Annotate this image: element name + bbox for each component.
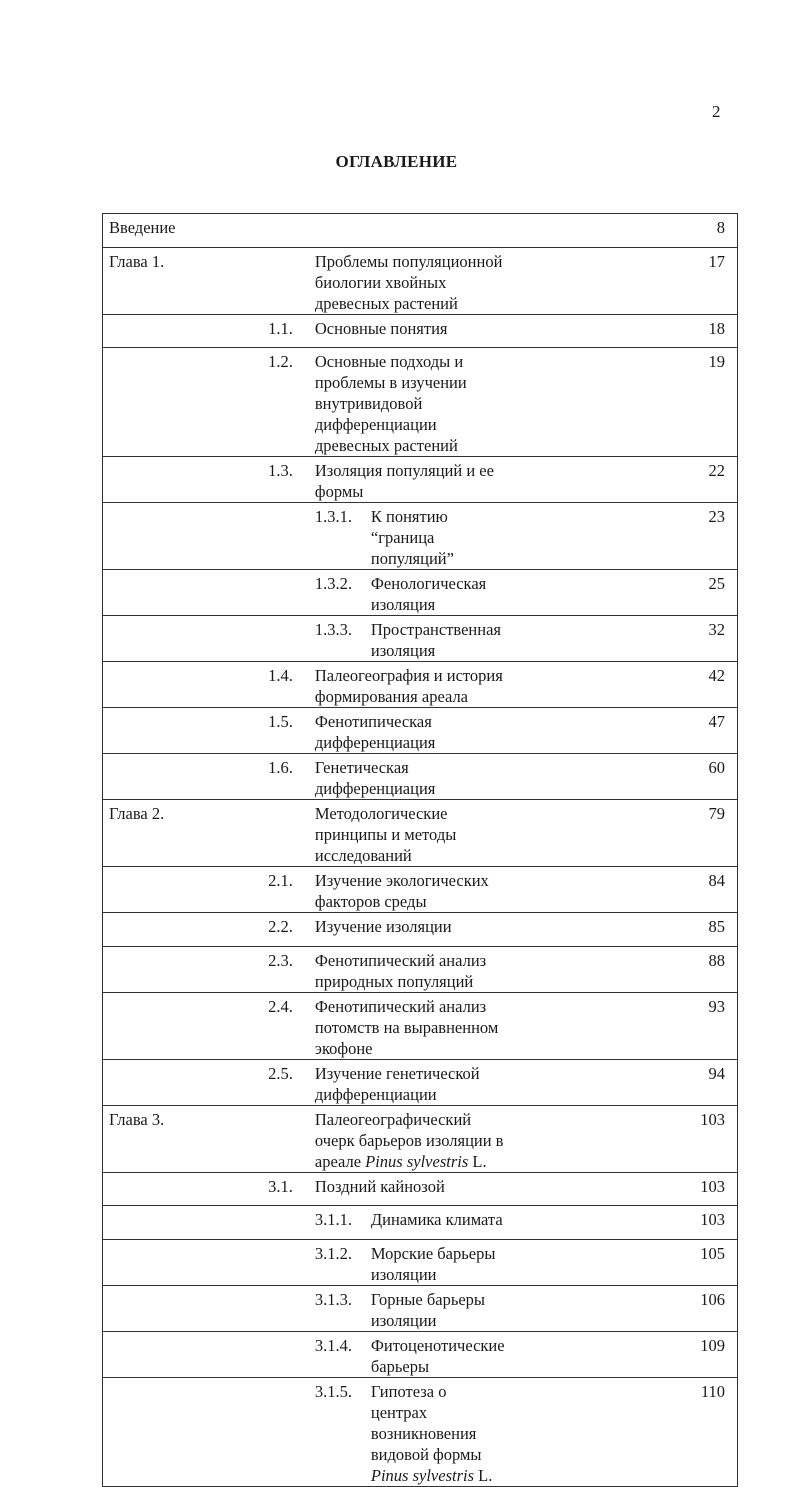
toc-subsection-number: 3.1.4. bbox=[314, 1335, 353, 1355]
toc-page: 103 bbox=[511, 1172, 737, 1206]
toc-row bbox=[103, 1331, 738, 1377]
toc-page: 25 bbox=[511, 570, 737, 616]
toc-subsection-number: 1.3.3. bbox=[314, 620, 353, 639]
toc-section-title: Палеогеография и история формирования ареала bbox=[307, 662, 511, 708]
toc-row bbox=[103, 800, 738, 867]
toc-subsection-number: 3.1.3. bbox=[314, 1289, 353, 1309]
toc-page: 106 bbox=[511, 1285, 737, 1331]
toc-section-title: Основные понятия bbox=[307, 314, 511, 348]
toc-page: 22 bbox=[511, 457, 737, 503]
species-name: Pinus sylvestris bbox=[365, 1151, 469, 1171]
toc-subsection-number: 1.3.1. bbox=[314, 507, 353, 526]
toc-page: 17 bbox=[511, 247, 737, 314]
table-of-contents bbox=[102, 213, 738, 1487]
toc-subsection-title: Фитоценотические барьеры bbox=[370, 1335, 505, 1376]
toc-row bbox=[103, 247, 738, 314]
toc-row bbox=[103, 913, 738, 947]
toc-page: 23 bbox=[511, 503, 737, 570]
toc-page: 8 bbox=[511, 214, 737, 248]
toc-chapter-title: Методологические принципы и методы исследований bbox=[307, 800, 511, 867]
toc-row bbox=[103, 1105, 738, 1172]
species-name: Pinus sylvestris bbox=[370, 1465, 475, 1485]
toc-row bbox=[103, 348, 738, 457]
toc-subsection-title: Пространственная изоляция bbox=[370, 620, 501, 660]
toc-row bbox=[103, 1172, 738, 1206]
toc-row bbox=[103, 1285, 738, 1331]
toc-section-number: 2.4. bbox=[268, 996, 293, 1016]
toc-subsection-number: 3.1.2. bbox=[314, 1243, 353, 1263]
toc-section-number: 1.5. bbox=[268, 712, 293, 731]
toc-section-title: Фенотипический анализ природных популяций bbox=[307, 946, 511, 992]
toc-section-number: 3.1. bbox=[268, 1176, 293, 1196]
toc-section-title: Изоляция популяций и ее формы bbox=[307, 457, 511, 503]
toc-section-number: 1.3. bbox=[268, 461, 293, 480]
toc-chapter-title: Проблемы популяционной биологии хвойных древесных растений bbox=[307, 247, 511, 314]
page-title: ОГЛАВЛЕНИЕ bbox=[335, 152, 458, 171]
toc-page: 19 bbox=[511, 348, 737, 457]
toc-chapter-number: Глава 3. bbox=[103, 1105, 307, 1172]
toc-section-title: Поздний кайнозой bbox=[307, 1172, 511, 1206]
toc-section-number: 1.6. bbox=[268, 758, 293, 777]
toc-row bbox=[103, 314, 738, 348]
toc-row bbox=[103, 867, 738, 913]
toc-row bbox=[103, 457, 738, 503]
toc-page: 47 bbox=[511, 708, 737, 754]
toc-page: 88 bbox=[511, 946, 737, 992]
toc-section-number: 2.1. bbox=[268, 871, 293, 890]
toc-row bbox=[103, 1206, 738, 1240]
toc-page: 94 bbox=[511, 1059, 737, 1105]
toc-row bbox=[103, 1377, 738, 1486]
toc-subsection-title: Морские барьеры изоляции bbox=[370, 1243, 496, 1284]
toc-row bbox=[103, 946, 738, 992]
toc-section-number: 2.5. bbox=[268, 1063, 293, 1083]
toc-page: 103 bbox=[511, 1206, 737, 1240]
toc-page: 18 bbox=[511, 314, 737, 348]
toc-row bbox=[103, 992, 738, 1059]
toc-page: 60 bbox=[511, 754, 737, 800]
toc-section-title: Генетическая дифференциация bbox=[307, 754, 511, 800]
toc-page: 93 bbox=[511, 992, 737, 1059]
toc-section-number: 2.2. bbox=[268, 917, 293, 936]
toc-page: 84 bbox=[511, 867, 737, 913]
toc-subsection-number: 3.1.1. bbox=[314, 1210, 353, 1229]
toc-row bbox=[103, 754, 738, 800]
toc-page: 79 bbox=[511, 800, 737, 867]
toc-page: 85 bbox=[511, 913, 737, 947]
toc-section-title: Фенотипическая дифференциация bbox=[307, 708, 511, 754]
toc-page: 42 bbox=[511, 662, 737, 708]
toc-page: 110 bbox=[511, 1377, 737, 1486]
toc-subsection-title: К понятию “граница популяций” bbox=[370, 507, 454, 568]
toc-page: 103 bbox=[511, 1105, 737, 1172]
toc-section-title: Основные подходы и проблемы в изучении внутривидовой дифференциации древесных растений bbox=[307, 348, 511, 457]
toc-page: 109 bbox=[511, 1331, 737, 1377]
page-number: 2 bbox=[712, 102, 721, 121]
toc-chapter-title: Палеогеографический очерк барьеров изоляции в ареале Pinus sylvestris L. bbox=[307, 1105, 511, 1172]
toc-row bbox=[103, 662, 738, 708]
toc-subsection-title: Динамика климата bbox=[370, 1210, 503, 1229]
toc-subsection-title: Гипотеза о центрах возникновения видовой формы Pinus sylvestris L. bbox=[370, 1381, 493, 1485]
toc-section-title: Фенотипический анализ потомств на выравненном экофоне bbox=[307, 992, 511, 1059]
toc-subsection-number: 1.3.2. bbox=[314, 574, 353, 593]
toc-row bbox=[103, 616, 738, 662]
toc-section-title: Изучение экологических факторов среды bbox=[307, 867, 511, 913]
toc-row bbox=[103, 1239, 738, 1285]
toc-row bbox=[103, 1059, 738, 1105]
toc-row bbox=[103, 570, 738, 616]
toc-page: 105 bbox=[511, 1239, 737, 1285]
toc-page: 32 bbox=[511, 616, 737, 662]
toc-chapter-number: Глава 1. bbox=[103, 247, 307, 314]
toc-row bbox=[103, 214, 738, 248]
toc-section-number: 2.3. bbox=[268, 950, 293, 970]
toc-row bbox=[103, 503, 738, 570]
toc-row bbox=[103, 708, 738, 754]
toc-section-title: Изучение изоляции bbox=[307, 913, 511, 947]
toc-subsection-title: Фенологическая изоляция bbox=[370, 574, 487, 614]
toc-subsection-number: 3.1.5. bbox=[314, 1381, 353, 1401]
toc-subsection-title: Горные барьеры изоляции bbox=[370, 1289, 485, 1330]
toc-section-number: 1.4. bbox=[268, 666, 293, 685]
toc-section-number: 1.2. bbox=[268, 352, 293, 371]
toc-chapter-number: Глава 2. bbox=[103, 800, 307, 867]
toc-intro-label: Введение bbox=[103, 214, 512, 248]
toc-section-number: 1.1. bbox=[268, 318, 293, 338]
toc-section-title: Изучение генетической дифференциации bbox=[307, 1059, 511, 1105]
